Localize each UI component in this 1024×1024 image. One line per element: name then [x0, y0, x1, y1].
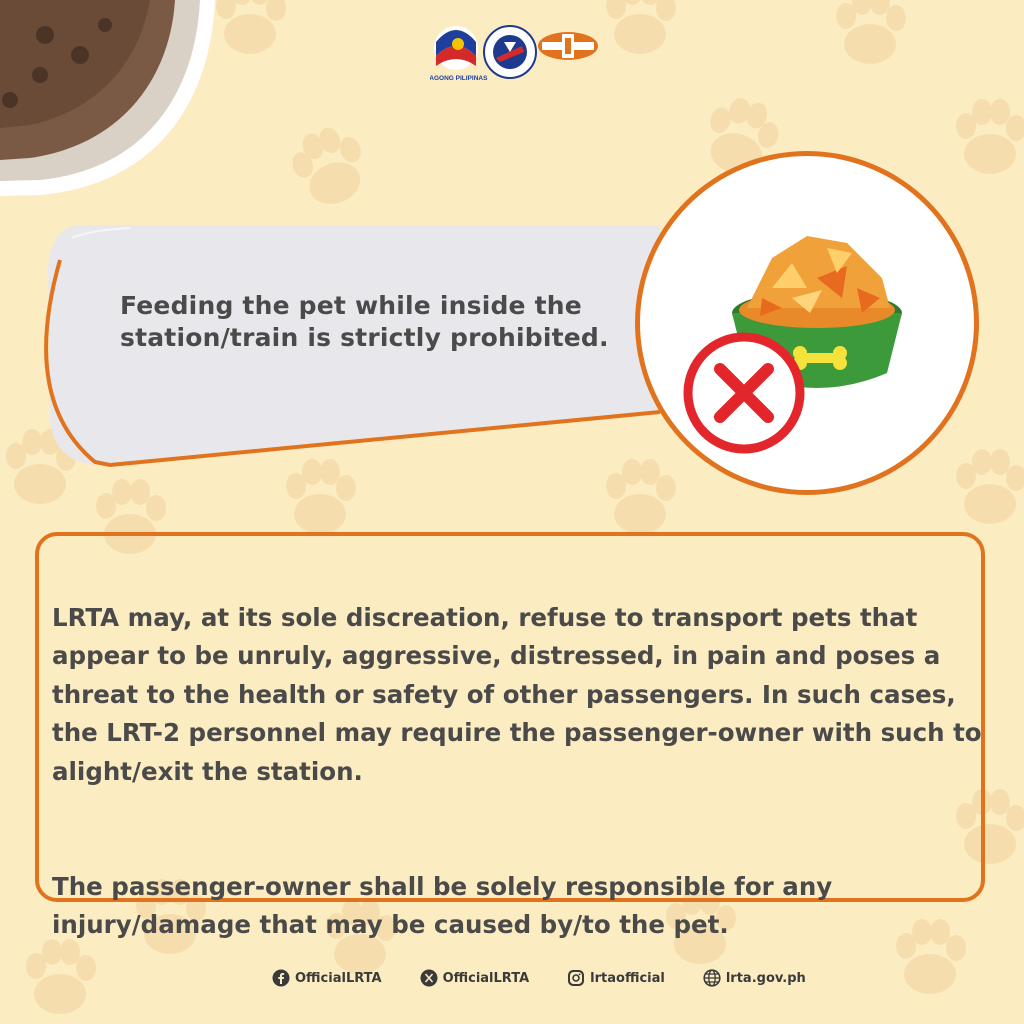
facebook-icon — [272, 969, 290, 987]
policy-paragraph-1: LRTA may, at its sole discreation, refuse to transport pets that appear to be unruly, aggressive, distressed, in pain and poses a threat to the health or safety of other passengers. In such cases, the LRT-2 personnel may require the passenger-owner with such to alight/exit the station. — [52, 602, 982, 786]
x-link[interactable] — [420, 969, 530, 987]
x-handle: OfficialLRTA — [442, 970, 530, 986]
instagram-link[interactable] — [567, 969, 665, 987]
feeding-notice-line2: station/train is strictly prohibited. — [120, 323, 609, 352]
footer-social-links — [272, 966, 806, 990]
x-icon — [420, 969, 438, 987]
facebook-link[interactable] — [272, 969, 382, 987]
no-feeding-badge — [632, 148, 982, 498]
globe-icon — [703, 969, 721, 987]
feeding-notice-line1: Feeding the pet while inside the — [120, 291, 582, 320]
bagong-pilipinas-text: BAGONG PILIPINAS — [430, 75, 488, 82]
policy-text — [52, 560, 987, 983]
feeding-notice-text — [120, 290, 640, 354]
website-link[interactable] — [703, 969, 806, 987]
instagram-handle: lrtaofficial — [590, 970, 665, 986]
website-url: lrta.gov.ph — [725, 970, 806, 986]
instagram-icon — [567, 969, 585, 987]
facebook-handle: OfficialLRTA — [295, 970, 382, 986]
prohibited-x-icon — [688, 337, 800, 449]
policy-paragraph-2: The passenger-owner shall be solely responsible for any injury/damage that may be caused by/to the pet. — [52, 871, 833, 939]
